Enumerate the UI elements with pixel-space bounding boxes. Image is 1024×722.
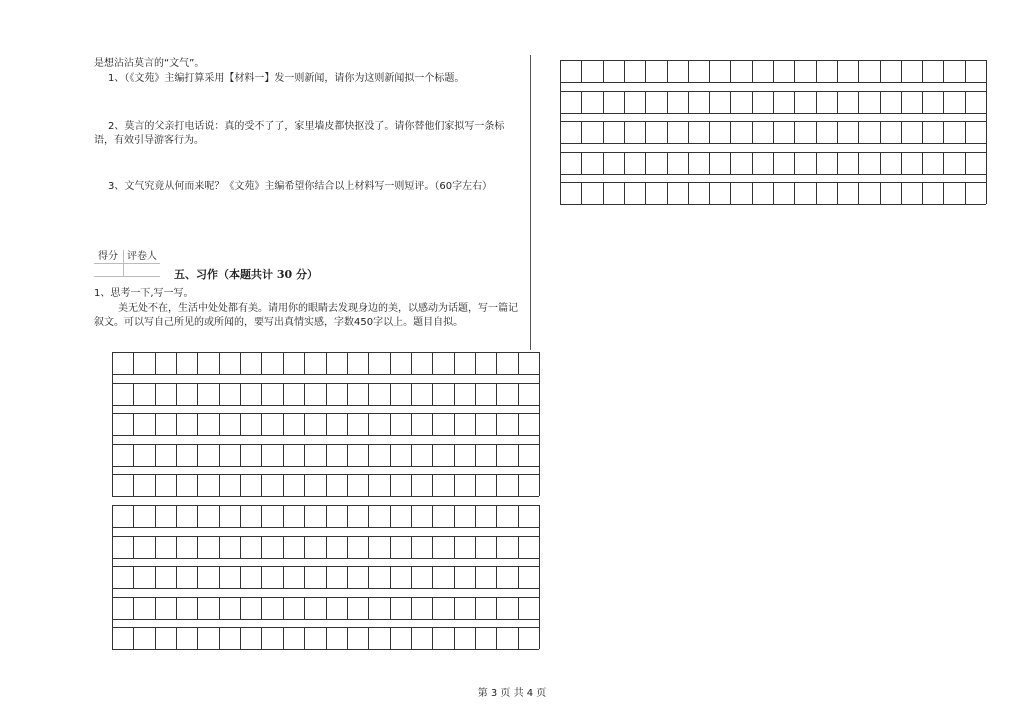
writing-grid-left-lower	[112, 505, 539, 649]
section-title: 五、习作（本题共计 30 分）	[174, 268, 318, 281]
writing-grid-right	[560, 60, 986, 204]
question-2: 2、莫言的父亲打电话说：真的受不了了，家里墙皮都快抠没了。请你替他们家拟写一条标语，有效引导游客行为。	[94, 121, 505, 146]
score-label: 得分	[98, 251, 118, 262]
column-divider	[530, 55, 531, 350]
section-item: 1、思考一下,写一写。	[94, 288, 194, 299]
page-footer: 第 3 页 共 4 页	[477, 688, 547, 699]
writing-prompt: 美无处不在，生活中处处都有美。请用你的眼睛去发现身边的美，以感动为话题，写一篇记叙文。可以写自己所见的或所闻的，要写出真情实感，字数450字以上。题目自拟。	[94, 303, 518, 328]
writing-grid-left-upper	[112, 352, 539, 496]
score-box	[94, 250, 160, 276]
intro-line: 是想沾沾莫言的“文气”。	[94, 58, 205, 69]
question-3: 3、文气究竟从何而来呢？《文苑》主编希望你结合以上材料写一则短评。（60字左右）	[108, 181, 493, 192]
question-1: 1、（《文苑》主编打算采用【材料一】发一则新闻，请你为这则新闻拟一个标题。	[108, 73, 465, 84]
grader-label: 评卷人	[127, 251, 157, 262]
